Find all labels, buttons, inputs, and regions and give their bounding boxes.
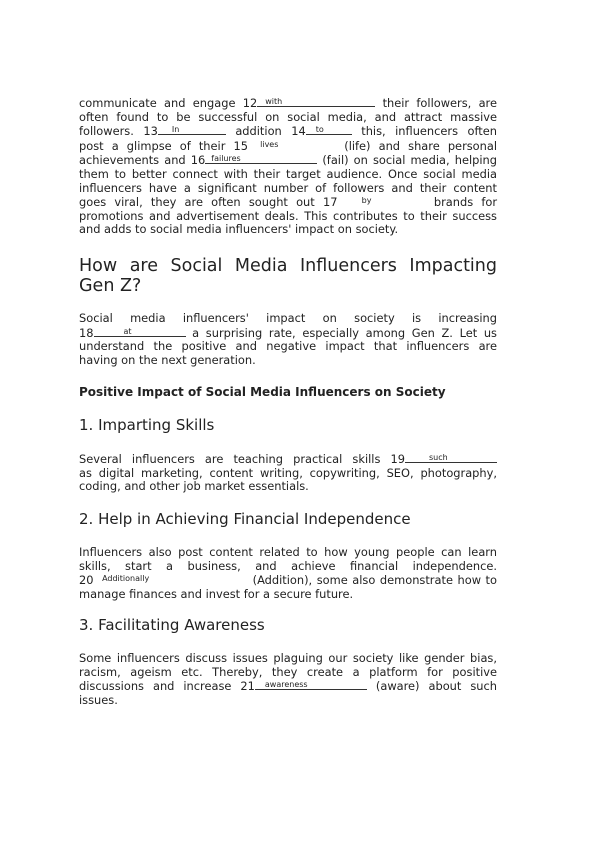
text-line: coding, and other job market essentials. [79, 479, 309, 494]
text-line: having on the next generation. [79, 352, 256, 367]
blank-21[interactable] [255, 679, 367, 690]
answer-21: awareness [264, 680, 308, 690]
text-line [79, 96, 497, 111]
heading-line: Gen Z? [79, 276, 142, 296]
text-line [79, 153, 497, 168]
text-line [79, 452, 497, 467]
text-segment: Several influencers are teaching practical skills 19 [79, 452, 405, 466]
text-line: issues. [79, 692, 118, 707]
text-segment: (fail) on social media, helping [322, 153, 497, 168]
blank-17[interactable] [346, 195, 426, 206]
text-segment: (aware) about such [375, 679, 497, 694]
text-segment: achievements and 16 [79, 153, 206, 168]
text-segment: brands for [433, 195, 498, 210]
answer-19: such [429, 453, 448, 462]
page-heading [79, 256, 497, 296]
positive-impact-subheading: Positive Impact of Social Media Influencers on Society [79, 385, 446, 399]
text-segment: addition 14 [235, 124, 306, 139]
answer-14: to [315, 125, 324, 135]
text-line: understand the positive and negative impact that influencers are [79, 339, 497, 354]
text-line [79, 679, 497, 694]
heading-line: How are Social Media Influencers Impacting [79, 256, 497, 276]
blank-14[interactable] [306, 124, 352, 135]
blank-15[interactable] [256, 139, 336, 150]
intro-paragraph [79, 96, 497, 237]
text-line: manage finances and invest for a secure future. [79, 586, 354, 601]
impact-paragraph [79, 312, 497, 367]
answer-15: lives [260, 139, 279, 149]
text-line [79, 124, 497, 139]
text-line: Influencers also post content related to how young people can learn [79, 545, 497, 559]
section-title-financial-independence: 2. Help in Achieving Financial Independence [79, 510, 411, 528]
text-segment: (Addition), some also demonstrate how to [252, 573, 497, 588]
section-2-paragraph [79, 546, 497, 601]
text-line [79, 195, 497, 210]
text-segment: discussions and increase 21 [79, 679, 255, 694]
blank-16[interactable] [205, 153, 317, 164]
text-segment: post a glimpse of their 15 [79, 138, 248, 153]
blank-12[interactable] [257, 96, 375, 107]
text-line: influencers have a significant number of followers and their content [79, 180, 497, 195]
text-segment: 20 [79, 573, 94, 588]
text-segment: communicate and engage 12 [79, 96, 258, 110]
blank-13[interactable] [158, 124, 226, 135]
section-title-facilitating-awareness: 3. Facilitating Awareness [79, 616, 265, 634]
text-segment: (life) and share personal [344, 138, 498, 153]
text-line [79, 573, 497, 588]
text-line: skills, start a business, and achieve financial independence. [79, 558, 497, 573]
answer-20: Additionally [102, 574, 150, 584]
answer-17: by [361, 196, 372, 206]
text-segment: followers. 13 [79, 124, 158, 139]
section-1-paragraph [79, 452, 497, 494]
text-line: Some influencers discuss issues plaguing our society like gender bias, [79, 651, 497, 665]
text-line: as digital marketing, content writing, copywriting, SEO, photography, [79, 465, 497, 480]
text-line: racism, ageism etc. Thereby, they create a platform for positive [79, 664, 497, 679]
text-line: them to better connect with their target audience. Once social media [79, 166, 497, 181]
section-3-paragraph [79, 652, 497, 707]
text-segment: this, influencers often [361, 124, 498, 139]
answer-13: In [171, 125, 180, 135]
text-line [79, 139, 497, 154]
answer-18: at [123, 326, 132, 336]
answer-12: with [265, 97, 283, 106]
text-segment: 18 [79, 325, 94, 340]
blank-20[interactable] [98, 573, 248, 584]
text-segment: goes viral, they are often sought out 17 [79, 195, 338, 210]
answer-16: failures [211, 154, 241, 164]
text-line: promotions and advertisement deals. This contributes to their success [79, 208, 497, 223]
text-line: often found to be successful on social media, and attract massive [79, 109, 497, 124]
blank-19[interactable] [405, 452, 497, 463]
text-line: Social media influencers' impact on society is increasing [79, 311, 497, 325]
blank-18[interactable] [94, 326, 186, 337]
section-title-imparting-skills: 1. Imparting Skills [79, 416, 215, 434]
text-segment: a surprising rate, especially among Gen Z. Let us [192, 325, 497, 340]
text-line [79, 326, 497, 341]
text-line: and adds to social media influencers' impact on society. [79, 222, 399, 237]
text-segment: their followers, are [382, 96, 497, 110]
